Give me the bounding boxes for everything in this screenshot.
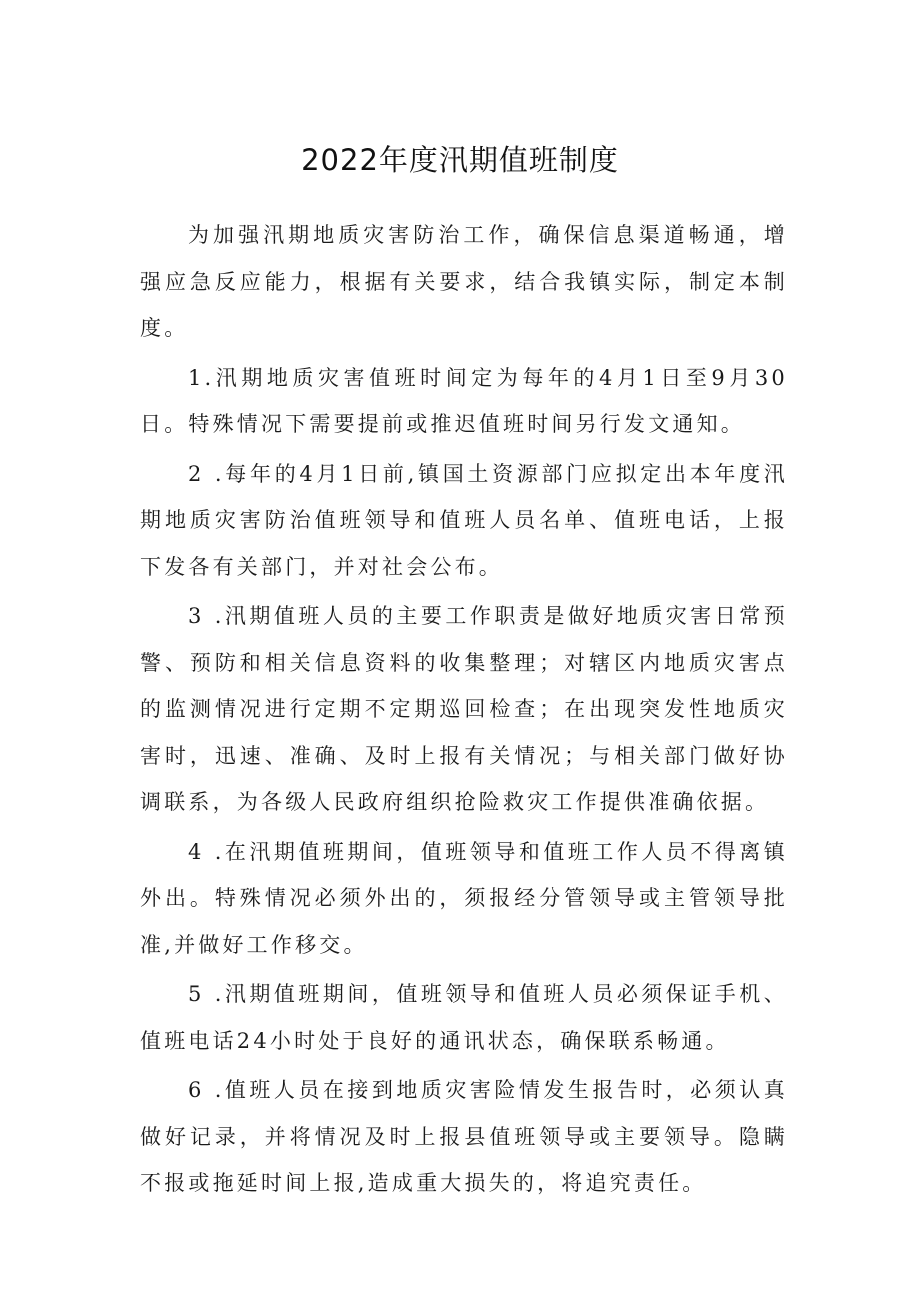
- document-body: [140, 212, 788, 1210]
- document-title: 2022年度汛期值班制度: [301, 143, 619, 177]
- paragraph-item-3: 3 .汛期值班人员的主要工作职责是做好地质灾害日常预警、预防和相关信息资料的收集整理；对辖区内地质灾害点的监测情况进行定期不定期巡回检查；在出现突发性地质灾害时，迅速、准确、及时上报有关情况；与相关部门做好协调联系，为各级人民政府组织抢险救灾工作提供准确依据。: [140, 604, 788, 814]
- paragraph-item-1: 1.汛期地质灾害值班时间定为每年的4月1日至9月30日。特殊情况下需要提前或推迟值班时间另行发文通知。: [140, 365, 788, 436]
- paragraph-item-4: 4 .在汛期值班期间，值班领导和值班工作人员不得离镇外出。特殊情况必须外出的，须报经分管领导或主管领导批准,并做好工作移交。: [140, 839, 788, 957]
- paragraph-item-2: 2 .每年的4月1日前,镇国土资源部门应拟定出本年度汛期地质灾害防治值班领导和值班人员名单、值班电话，上报下发各有关部门，并对社会公布。: [140, 461, 788, 579]
- paragraph-item-5: 5 .汛期值班期间，值班领导和值班人员必须保证手机、值班电话24小时处于良好的通讯状态，确保联系畅通。: [140, 982, 788, 1053]
- paragraph-item-6: 6 .值班人员在接到地质灾害险情发生报告时，必须认真做好记录，并将情况及时上报县值班领导或主要领导。隐瞒不报或拖延时间上报,造成重大损失的，将追究责任。: [140, 1078, 788, 1195]
- paragraph-intro: 为加强汛期地质灾害防治工作，确保信息渠道畅通，增强应急反应能力，根据有关要求，结合我镇实际，制定本制度。: [140, 223, 788, 340]
